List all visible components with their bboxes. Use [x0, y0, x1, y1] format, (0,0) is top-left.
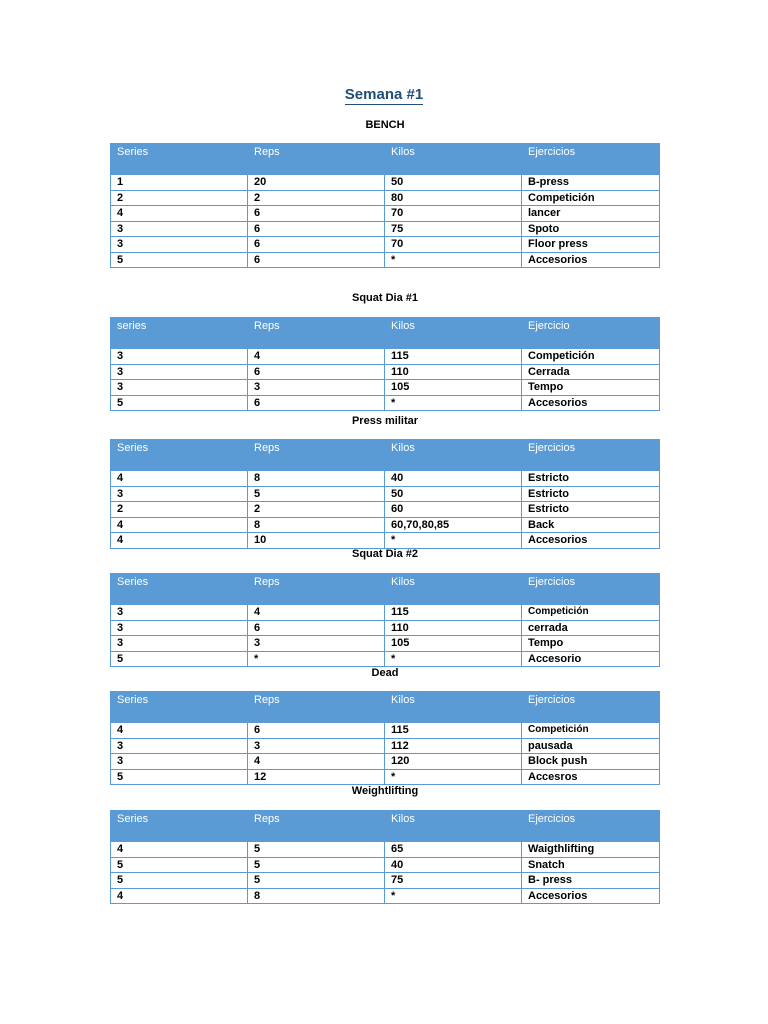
cell-kilos: 50 [385, 486, 522, 502]
cell-reps: 6 [248, 620, 385, 636]
header-series: Series [111, 144, 248, 175]
cell-series: 3 [111, 738, 248, 754]
cell-kilos: 60,70,80,85 [385, 517, 522, 533]
table-header-row [111, 440, 660, 471]
cell-kilos: 115 [385, 349, 522, 365]
header-ejercicios: Ejercicios [522, 574, 660, 605]
page-title-text: Semana #1 [344, 86, 424, 103]
header-kilos: Kilos [385, 440, 522, 471]
header-series: Series [111, 811, 248, 842]
table-row [111, 252, 660, 268]
table-row [111, 888, 660, 904]
cell-ejercicio: Back [522, 517, 660, 533]
table-row [111, 206, 660, 222]
cell-series: 5 [111, 252, 248, 268]
cell-reps: 10 [248, 533, 385, 549]
cell-ejercicio: Spoto [522, 221, 660, 237]
cell-ejercicio: Accesorios [522, 395, 660, 411]
cell-reps: 2 [248, 190, 385, 206]
cell-kilos: 75 [385, 873, 522, 889]
table-row [111, 769, 660, 785]
workout-table [110, 573, 660, 667]
cell-series: 3 [111, 380, 248, 396]
workout-table [110, 810, 660, 904]
table-row [111, 502, 660, 518]
cell-ejercicio: Competición [522, 190, 660, 206]
page-title [0, 86, 768, 103]
header-reps: Reps [248, 440, 385, 471]
cell-reps: 6 [248, 395, 385, 411]
cell-reps: 4 [248, 605, 385, 621]
cell-series: 4 [111, 533, 248, 549]
cell-series: 3 [111, 636, 248, 652]
cell-ejercicio: Block push [522, 754, 660, 770]
cell-ejercicio: B-press [522, 175, 660, 191]
table-row [111, 842, 660, 858]
cell-kilos: 60 [385, 502, 522, 518]
table-row [111, 190, 660, 206]
cell-reps: 5 [248, 873, 385, 889]
cell-kilos: 70 [385, 237, 522, 253]
table-row [111, 636, 660, 652]
header-kilos: Kilos [385, 811, 522, 842]
cell-series: 3 [111, 364, 248, 380]
cell-reps: 6 [248, 252, 385, 268]
cell-kilos: 115 [385, 723, 522, 739]
table-row [111, 471, 660, 487]
table-row [111, 873, 660, 889]
cell-reps: 2 [248, 502, 385, 518]
table-header-row [111, 144, 660, 175]
cell-ejercicio: Estricto [522, 471, 660, 487]
table-header-row [111, 692, 660, 723]
cell-ejercicio: Competición [522, 349, 660, 365]
cell-ejercicio: Accesorios [522, 252, 660, 268]
table-row [111, 349, 660, 365]
cell-reps: 6 [248, 237, 385, 253]
cell-ejercicio: lancer [522, 206, 660, 222]
cell-series: 5 [111, 651, 248, 667]
cell-ejercicio: Competición [522, 723, 660, 739]
cell-series: 3 [111, 221, 248, 237]
section-title: BENCH [365, 119, 405, 131]
cell-kilos: 105 [385, 380, 522, 396]
cell-kilos: 105 [385, 636, 522, 652]
header-kilos: Kilos [385, 318, 522, 349]
table-row [111, 738, 660, 754]
workout-table [110, 691, 660, 785]
cell-reps: 6 [248, 364, 385, 380]
cell-series: 4 [111, 888, 248, 904]
cell-series: 3 [111, 349, 248, 365]
header-series: Series [111, 440, 248, 471]
cell-series: 4 [111, 471, 248, 487]
cell-reps: 5 [248, 486, 385, 502]
table-row [111, 517, 660, 533]
cell-ejercicio: Accesorios [522, 888, 660, 904]
cell-series: 2 [111, 502, 248, 518]
cell-ejercicio: Estricto [522, 502, 660, 518]
workout-table [110, 143, 660, 268]
cell-kilos: * [385, 769, 522, 785]
table-row [111, 175, 660, 191]
header-reps: Reps [248, 574, 385, 605]
cell-kilos: 75 [385, 221, 522, 237]
header-reps: Reps [248, 811, 385, 842]
cell-series: 1 [111, 175, 248, 191]
cell-reps: 6 [248, 221, 385, 237]
cell-reps: 8 [248, 517, 385, 533]
header-ejercicios: Ejercicios [522, 144, 660, 175]
cell-reps: 5 [248, 842, 385, 858]
table-row [111, 395, 660, 411]
cell-ejercicio: Waigthlifting [522, 842, 660, 858]
cell-ejercicio: B- press [522, 873, 660, 889]
cell-series: 3 [111, 620, 248, 636]
cell-reps: 6 [248, 723, 385, 739]
table-header-row [111, 574, 660, 605]
cell-reps: 5 [248, 857, 385, 873]
cell-ejercicio: Estricto [522, 486, 660, 502]
cell-ejercicio: cerrada [522, 620, 660, 636]
cell-reps: 6 [248, 206, 385, 222]
section-title: Press militar [351, 415, 419, 427]
table-row [111, 605, 660, 621]
cell-ejercicio: Cerrada [522, 364, 660, 380]
header-ejercicios: Ejercicio [522, 318, 660, 349]
table-row [111, 620, 660, 636]
cell-kilos: 110 [385, 364, 522, 380]
table-row [111, 754, 660, 770]
header-kilos: Kilos [385, 144, 522, 175]
table-row [111, 533, 660, 549]
table-header-row [111, 811, 660, 842]
cell-kilos: 50 [385, 175, 522, 191]
cell-kilos: * [385, 252, 522, 268]
cell-kilos: 40 [385, 471, 522, 487]
cell-reps: 12 [248, 769, 385, 785]
cell-series: 5 [111, 873, 248, 889]
cell-ejercicio: Floor press [522, 237, 660, 253]
cell-series: 3 [111, 605, 248, 621]
table-row [111, 857, 660, 873]
cell-ejercicio: Competición [522, 605, 660, 621]
cell-kilos: 65 [385, 842, 522, 858]
table-row [111, 651, 660, 667]
cell-series: 5 [111, 395, 248, 411]
cell-kilos: 40 [385, 857, 522, 873]
cell-kilos: * [385, 651, 522, 667]
cell-series: 4 [111, 517, 248, 533]
table-row [111, 221, 660, 237]
cell-reps: 3 [248, 636, 385, 652]
table-row [111, 486, 660, 502]
cell-reps: 3 [248, 738, 385, 754]
cell-reps: 4 [248, 754, 385, 770]
cell-reps: 8 [248, 888, 385, 904]
cell-reps: 20 [248, 175, 385, 191]
cell-kilos: 70 [385, 206, 522, 222]
table-row [111, 237, 660, 253]
header-series: Series [111, 692, 248, 723]
cell-ejercicio: pausada [522, 738, 660, 754]
cell-reps: * [248, 651, 385, 667]
cell-kilos: 115 [385, 605, 522, 621]
cell-ejercicio: Tempo [522, 636, 660, 652]
cell-ejercicio: Tempo [522, 380, 660, 396]
cell-series: 2 [111, 190, 248, 206]
header-ejercicios: Ejercicios [522, 692, 660, 723]
cell-series: 4 [111, 206, 248, 222]
cell-series: 5 [111, 857, 248, 873]
cell-ejercicio: Accesorios [522, 533, 660, 549]
table-row [111, 364, 660, 380]
cell-kilos: * [385, 533, 522, 549]
header-reps: Reps [248, 318, 385, 349]
header-ejercicios: Ejercicios [522, 811, 660, 842]
header-kilos: Kilos [385, 574, 522, 605]
table-row [111, 723, 660, 739]
workout-table [110, 317, 660, 411]
cell-series: 4 [111, 723, 248, 739]
table-header-row [111, 318, 660, 349]
header-reps: Reps [248, 144, 385, 175]
header-ejercicios: Ejercicios [522, 440, 660, 471]
header-series: series [111, 318, 248, 349]
cell-kilos: * [385, 888, 522, 904]
table-row [111, 380, 660, 396]
header-kilos: Kilos [385, 692, 522, 723]
section-title: Squat Dia #1 [351, 292, 419, 304]
cell-ejercicio: Snatch [522, 857, 660, 873]
cell-kilos: 120 [385, 754, 522, 770]
section-title: Squat Dia #2 [351, 548, 419, 560]
cell-kilos: 80 [385, 190, 522, 206]
cell-reps: 4 [248, 349, 385, 365]
workout-table [110, 439, 660, 549]
header-series: Series [111, 574, 248, 605]
cell-reps: 8 [248, 471, 385, 487]
cell-reps: 3 [248, 380, 385, 396]
section-title: Dead [371, 667, 399, 679]
cell-kilos: 110 [385, 620, 522, 636]
cell-series: 3 [111, 486, 248, 502]
cell-kilos: 112 [385, 738, 522, 754]
cell-series: 5 [111, 769, 248, 785]
cell-series: 3 [111, 237, 248, 253]
section-title: Weightlifting [351, 785, 419, 797]
header-reps: Reps [248, 692, 385, 723]
cell-ejercicio: Accesros [522, 769, 660, 785]
cell-series: 4 [111, 842, 248, 858]
cell-series: 3 [111, 754, 248, 770]
cell-kilos: * [385, 395, 522, 411]
cell-ejercicio: Accesorio [522, 651, 660, 667]
